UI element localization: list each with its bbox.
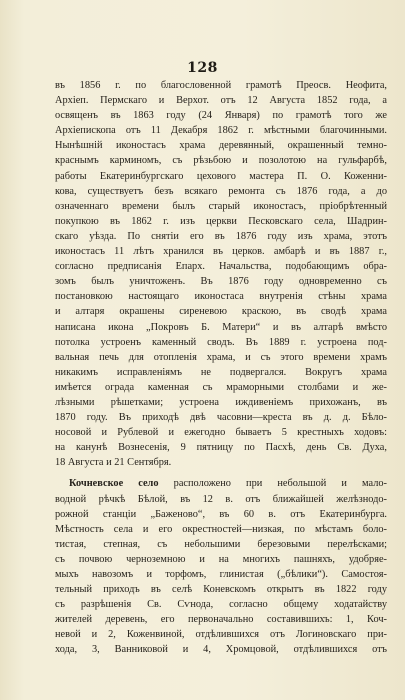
text-line: мыхъ навозомъ и торфомъ, глинистая („бѣлики“). Самостоя- [55,569,387,580]
page-number: 128 [187,60,218,76]
page-body-text [55,78,387,658]
text-line: покупкою въ 1862 г. изъ церкви Песковскаго села, Шадрин- [55,215,387,227]
text-line: невой и 2, Коженвиной, отдѣлившихся отъ Логиновскаго при- [55,629,387,641]
text-line: носовой и Рублевой и ежегодно бываетъ 5 крестныхъ ходовъ: [55,427,387,439]
paragraph-church-history [55,78,387,470]
text-line: 18 Августа и 21 Сентября. [55,457,172,469]
text-line: Архіепископа отъ 11 Декабря 1862 г. мѣстными благочинными. [55,125,387,137]
text-line: означеннаго времени былъ старый иконостасъ, пріобрѣтенный [55,200,387,212]
text-line: краснымъ карминомъ, съ рѣзьбою и позолотою на гульфарбѣ, [55,155,387,167]
text-line: скаго уѣзда. По снятіи его въ 1876 году изъ храма, этотъ [55,230,387,242]
text-line: тельный приходъ въ селѣ Коневскомъ открытъ въ 1822 году [55,584,387,596]
text-line: Мѣстность села и его окрестностей—низкая, по мѣстамъ боло- [55,523,387,535]
text-line: съ почвою черноземною и на многихъ пашняхъ, удобряе- [55,553,387,565]
text-line: хода, 3, Ванниковой и 4, Хромцовой, отдѣлившихся отъ [55,644,387,656]
text-line: тистая, степная, съ небольшими березовыми перелѣсками; [55,538,387,550]
text-line: вальная печь для отопленія храма, и съ этого времени храмъ [55,351,387,363]
text-line: водной рѣчкѣ Бѣлой, въ 12 в. отъ ближайшей желѣзнодо- [55,493,387,505]
text-line: зомъ былъ уничтоженъ. Въ 1876 году одновременно съ [55,276,387,288]
text-line: Нынѣшній иконостасъ храма деревянный, окрашенный темно- [55,140,387,152]
text-line: согласно предписанія Епарх. Начальства, подобающимъ обра- [55,261,387,273]
text-line: кова, существуетъ безъ всякаго ремонта съ 1876 года, а до [55,185,387,197]
text-line: на канунѣ Вознесенія, 9 пятницу по Пасхѣ, день Св. Духа, [55,442,387,454]
text-line: работы Екатеринбургскаго цехового мастера П. О. Коженни- [55,170,387,182]
text-line: освященъ въ 1863 году (24 Января) по грамотѣ того же [55,110,387,122]
section-lead-title: Кочневское село [69,478,159,490]
text-line: постановкою настоящаго иконостаса внутренія стѣны храма [55,291,387,303]
text-line-continuation: расположено при небольшой и мало- [173,478,387,490]
text-line: имѣется ограда каменная съ мраморными столбами и же- [55,381,387,393]
text-line: Архіеп. Пермскаго и Верхот. отъ 12 Августа 1852 года, а [55,95,387,107]
text-line: съ разрѣшенія Св. Сѵнода, согласно общему ходатайству [55,599,387,611]
text-line: 1870 году. Въ приходѣ двѣ часовни—креста въ д. д. Бѣло- [55,412,387,424]
text-line: и алтаря окрашены сиреневою краскою, въ сводѣ храма [55,306,387,318]
text-line: никакимъ исправленіямъ не подвергался. Вокругъ храма [55,366,387,378]
text-line-first [55,476,387,491]
text-line: написана икона „Покровъ Б. Матери“ и въ алтарѣ вмѣсто [55,321,387,333]
text-line: въ 1856 г. по благословенной грамотѣ Преосв. Неофита, [55,80,387,91]
text-line: иконостасъ 11 лѣтъ хранился въ церков. амбарѣ и въ 1887 г., [55,246,387,258]
text-line: лѣзными рѣшетками; устроена иждивеніемъ прихожанъ, въ [55,396,387,408]
text-line: жителей деревень, его первоначально составившихъ: 1, Коч- [55,614,387,626]
text-line: рожной станціи „Баженово“, въ 60 в. отъ Екатеринбурга. [55,508,387,520]
paragraph-kochnevskoe-village [55,476,387,657]
text-line: потолка устроенъ каменный сводъ. Въ 1889 г. устроена под- [55,336,387,348]
